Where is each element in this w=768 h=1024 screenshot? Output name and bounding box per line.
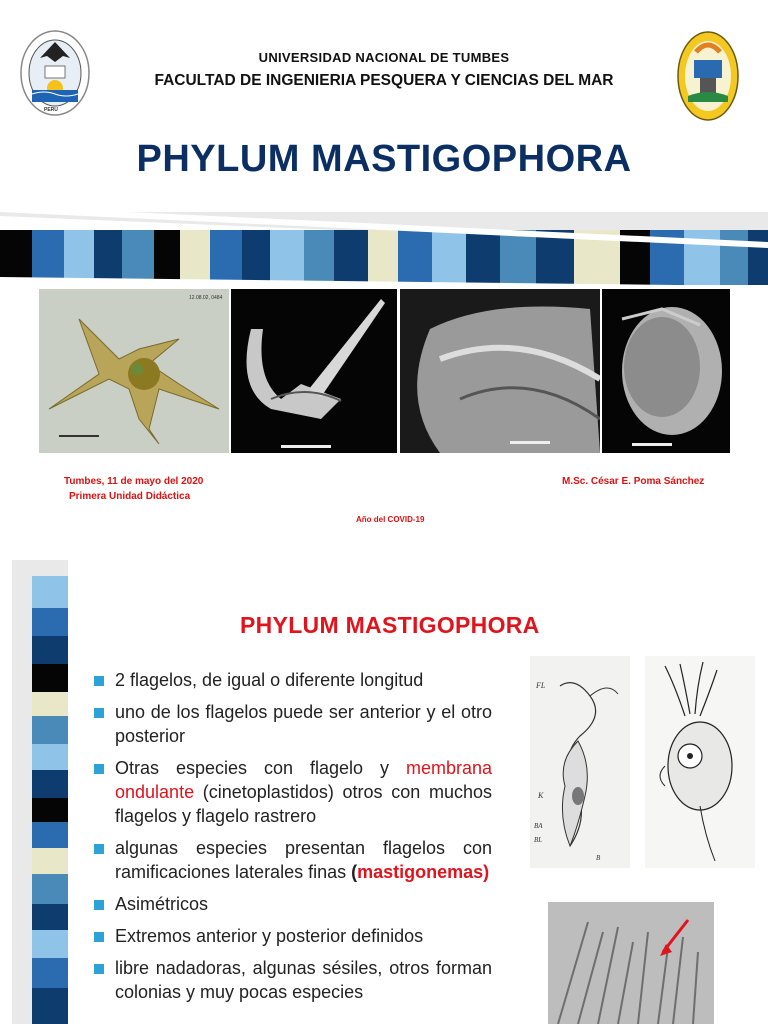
bullet-square-icon: [94, 764, 104, 774]
bullet-square-icon: [94, 676, 104, 686]
list-item: libre nadadoras, algunas sésiles, otros forman colonias y muy pocas especies: [92, 956, 492, 1004]
highlight-term: membrana ondulante: [115, 758, 492, 802]
figure-label-ba: BA: [534, 822, 543, 830]
bullet-square-icon: [94, 844, 104, 854]
unit-text: Primera Unidad Didáctica: [69, 491, 191, 502]
faculty-name: FACULTAD DE INGENIERIA PESQUERA Y CIENCIAS DEL MAR: [154, 72, 614, 89]
figure-label-k: K: [538, 791, 544, 800]
decorative-vertical-stripe: [0, 560, 90, 1024]
dinoflagellate-sem-photo-4: [602, 289, 730, 453]
bullet-square-icon: [94, 964, 104, 974]
figure-label-b: B: [596, 854, 601, 862]
date-text: Tumbes, 11 de mayo del 2020: [64, 476, 204, 487]
year-note-text: Año del COVID-19: [356, 515, 425, 524]
bullet-square-icon: [94, 900, 104, 910]
list-item: 2 flagelos, de igual o diferente longitud: [92, 668, 492, 692]
flagellate-drawing-trypanosome: [530, 656, 630, 868]
figure-label-fl: FL: [536, 681, 546, 690]
dinoflagellate-sem-photo-3: [400, 289, 600, 453]
author-text: M.Sc. César E. Poma Sánchez: [562, 476, 705, 487]
logo-left-caption: PERU: [44, 107, 58, 113]
dinoflagellate-sem-photo-2: [231, 289, 397, 453]
dinoflagellate-photo-1: [39, 289, 229, 453]
characteristics-list: [92, 668, 492, 1012]
decorative-stripe-band: [0, 212, 768, 300]
list-item: Asimétricos: [92, 892, 492, 916]
photo-timestamp-label: 12.08.02, 0484: [189, 295, 223, 301]
mastigonemas-micrograph: [548, 902, 714, 1024]
bullet-square-icon: [94, 932, 104, 942]
list-item: algunas especies presentan flagelos con ramificaciones laterales finas (mastigonemas): [92, 836, 492, 884]
flagellate-drawing-trichomonad: [645, 656, 755, 868]
list-item: Extremos anterior y posterior definidos: [92, 924, 492, 948]
highlight-term: mastigonemas): [357, 862, 490, 882]
figure-label-bl: BL: [534, 836, 543, 844]
content-slide-title: PHYLUM MASTIGOPHORA: [240, 612, 540, 638]
list-item: Otras especies con flagelo y membrana ondulante (cinetoplastidos) otros con muchos flagelos y flagelo rastrero: [92, 756, 492, 828]
list-item: uno de los flagelos puede ser anterior y el otro posterior: [92, 700, 492, 748]
bullet-square-icon: [94, 708, 104, 718]
university-name: UNIVERSIDAD NACIONAL DE TUMBES: [258, 50, 510, 65]
slide-title: PHYLUM MASTIGOPHORA: [136, 138, 632, 180]
